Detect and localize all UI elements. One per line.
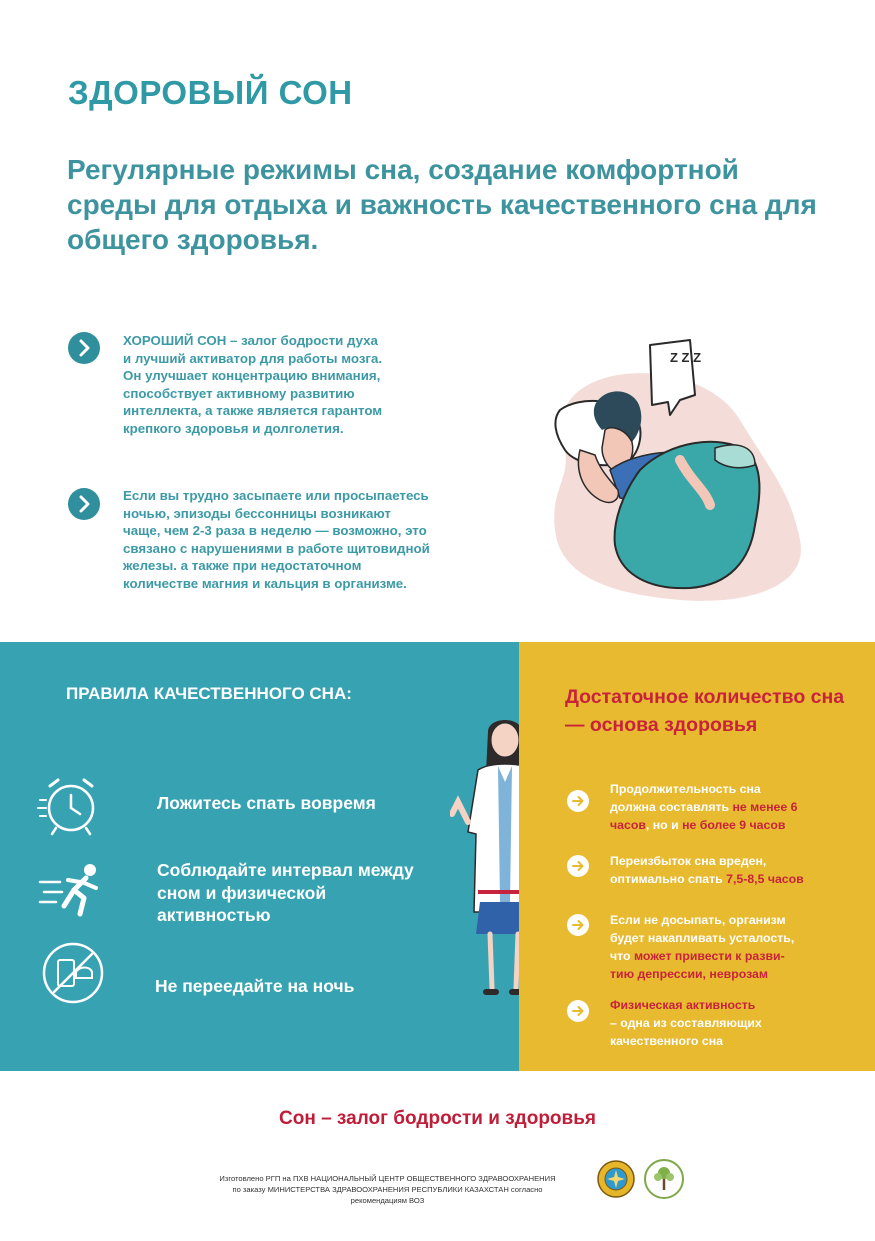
fact-text-part: оптимально спать: [610, 872, 727, 886]
arrow-right-icon: [567, 855, 589, 877]
slogan: Сон – залог бодрости и здоровья: [279, 1108, 596, 1129]
arrow-right-icon: [567, 1000, 589, 1022]
fact-highlight: часов: [610, 818, 646, 832]
fact-line: качественного сна: [610, 1034, 723, 1048]
fact-line: [610, 947, 840, 965]
fact-line: Переизбыток сна вреден,: [610, 854, 767, 868]
fact-line: Физическая активность: [610, 998, 756, 1012]
fact-line: [610, 816, 840, 834]
kazakhstan-emblem-logo: [596, 1158, 636, 1200]
intro-line: ХОРОШИЙ СОН – залог бодрости духа: [123, 333, 378, 348]
fact-oversleep: [610, 852, 840, 888]
alarm-clock-icon: [36, 770, 106, 840]
sleeping-person-illustration: [540, 330, 840, 610]
fact-sleep-duration: [610, 780, 840, 834]
fact-line: будет накапливать усталость,: [610, 931, 795, 945]
fact-sleep-deprivation: [610, 911, 840, 983]
fact-line: – одна из составляющих: [610, 1016, 762, 1030]
fact-physical-activity: [610, 996, 840, 1050]
fact-line: [610, 798, 840, 816]
intro-line: количестве магния и кальция в организме.: [123, 575, 407, 591]
intro-line: связано с нарушениями в работе щитовидной: [123, 540, 430, 556]
intro-line: Если вы трудно засыпаете или просыпаетесь: [123, 488, 429, 503]
intro-line: железы. а также при недостаточном: [123, 558, 362, 574]
rule-dont-overeat: Не переедайте на ночь: [155, 976, 355, 996]
intro-paragraph-insomnia: [123, 487, 430, 593]
zzz-text: Z Z Z: [670, 350, 702, 365]
enough-sleep-heading: Достаточное количество сна — основа здоровья: [565, 686, 845, 736]
running-person-icon: [38, 860, 112, 920]
chevron-right-icon: [68, 332, 100, 364]
intro-paragraph-good-sleep: [123, 332, 382, 438]
intro-line: чаще, чем 2-3 раза в неделю — возможно, это: [123, 523, 427, 539]
health-center-logo: [643, 1158, 685, 1200]
arrow-right-icon: [567, 790, 589, 812]
fact-text-part: , но и: [645, 818, 683, 832]
rules-heading: ПРАВИЛА КАЧЕСТВЕННОГО СНА:: [66, 684, 352, 703]
footer-credit: [190, 1173, 585, 1206]
intro-line: способствует активному развитию: [123, 385, 355, 401]
fact-line: [610, 870, 840, 888]
fact-highlight: не более 9 часов: [682, 818, 786, 832]
fact-line: Продолжительность сна: [610, 782, 761, 796]
rule-go-to-bed-on-time: Ложитесь спать вовремя: [157, 793, 376, 813]
chevron-right-icon: [68, 488, 100, 520]
fact-text-part: должна составлять: [610, 800, 733, 814]
fact-highlight: может привести к разви-: [633, 949, 785, 963]
footer-credit-line: Изготовлено РГП на ПХВ НАЦИОНАЛЬНЫЙ ЦЕНТР ОБЩЕСТВЕННОГО ЗДРАВООХРАНЕНИЯ: [219, 1174, 556, 1183]
arrow-right-icon: [567, 914, 589, 936]
fact-line: тию депрессии, неврозам: [610, 967, 768, 981]
fact-line: Если не досыпать, организм: [610, 913, 786, 927]
intro-line: и лучший активатор для работы мозга.: [123, 350, 383, 366]
fact-highlight: 7,5-8,5 часов: [726, 872, 804, 886]
intro-line: ночью, эпизоды бессонницы возникают: [123, 505, 391, 521]
sleep-rules-panel: [0, 642, 519, 1071]
page-subtitle: Регулярные режимы сна, создание комфортной среды для отдыха и важность качественного сна для общего здоровья.: [67, 154, 817, 255]
intro-line: интеллекта, а также является гарантом: [123, 403, 383, 419]
rule-interval-sleep-activity: Соблюдайте интервал между сном и физической активностью: [157, 860, 414, 925]
no-food-icon: [40, 940, 106, 1006]
footer-credit-line: по заказу МИНИСТЕРСТВА ЗДРАВООХРАНЕНИЯ РЕСПУБЛИКИ КАЗАХСТАН согласно: [232, 1185, 543, 1194]
fact-highlight: не менее 6: [732, 800, 798, 814]
footer-credit-line: рекомендациям ВОЗ: [350, 1196, 425, 1205]
page-title: ЗДОРОВЫЙ СОН: [68, 74, 353, 111]
intro-line: крепкого здоровья и долголетия.: [123, 420, 344, 436]
fact-text-part: что: [610, 949, 634, 963]
intro-line: Он улучшает концентрацию внимания,: [123, 368, 381, 384]
